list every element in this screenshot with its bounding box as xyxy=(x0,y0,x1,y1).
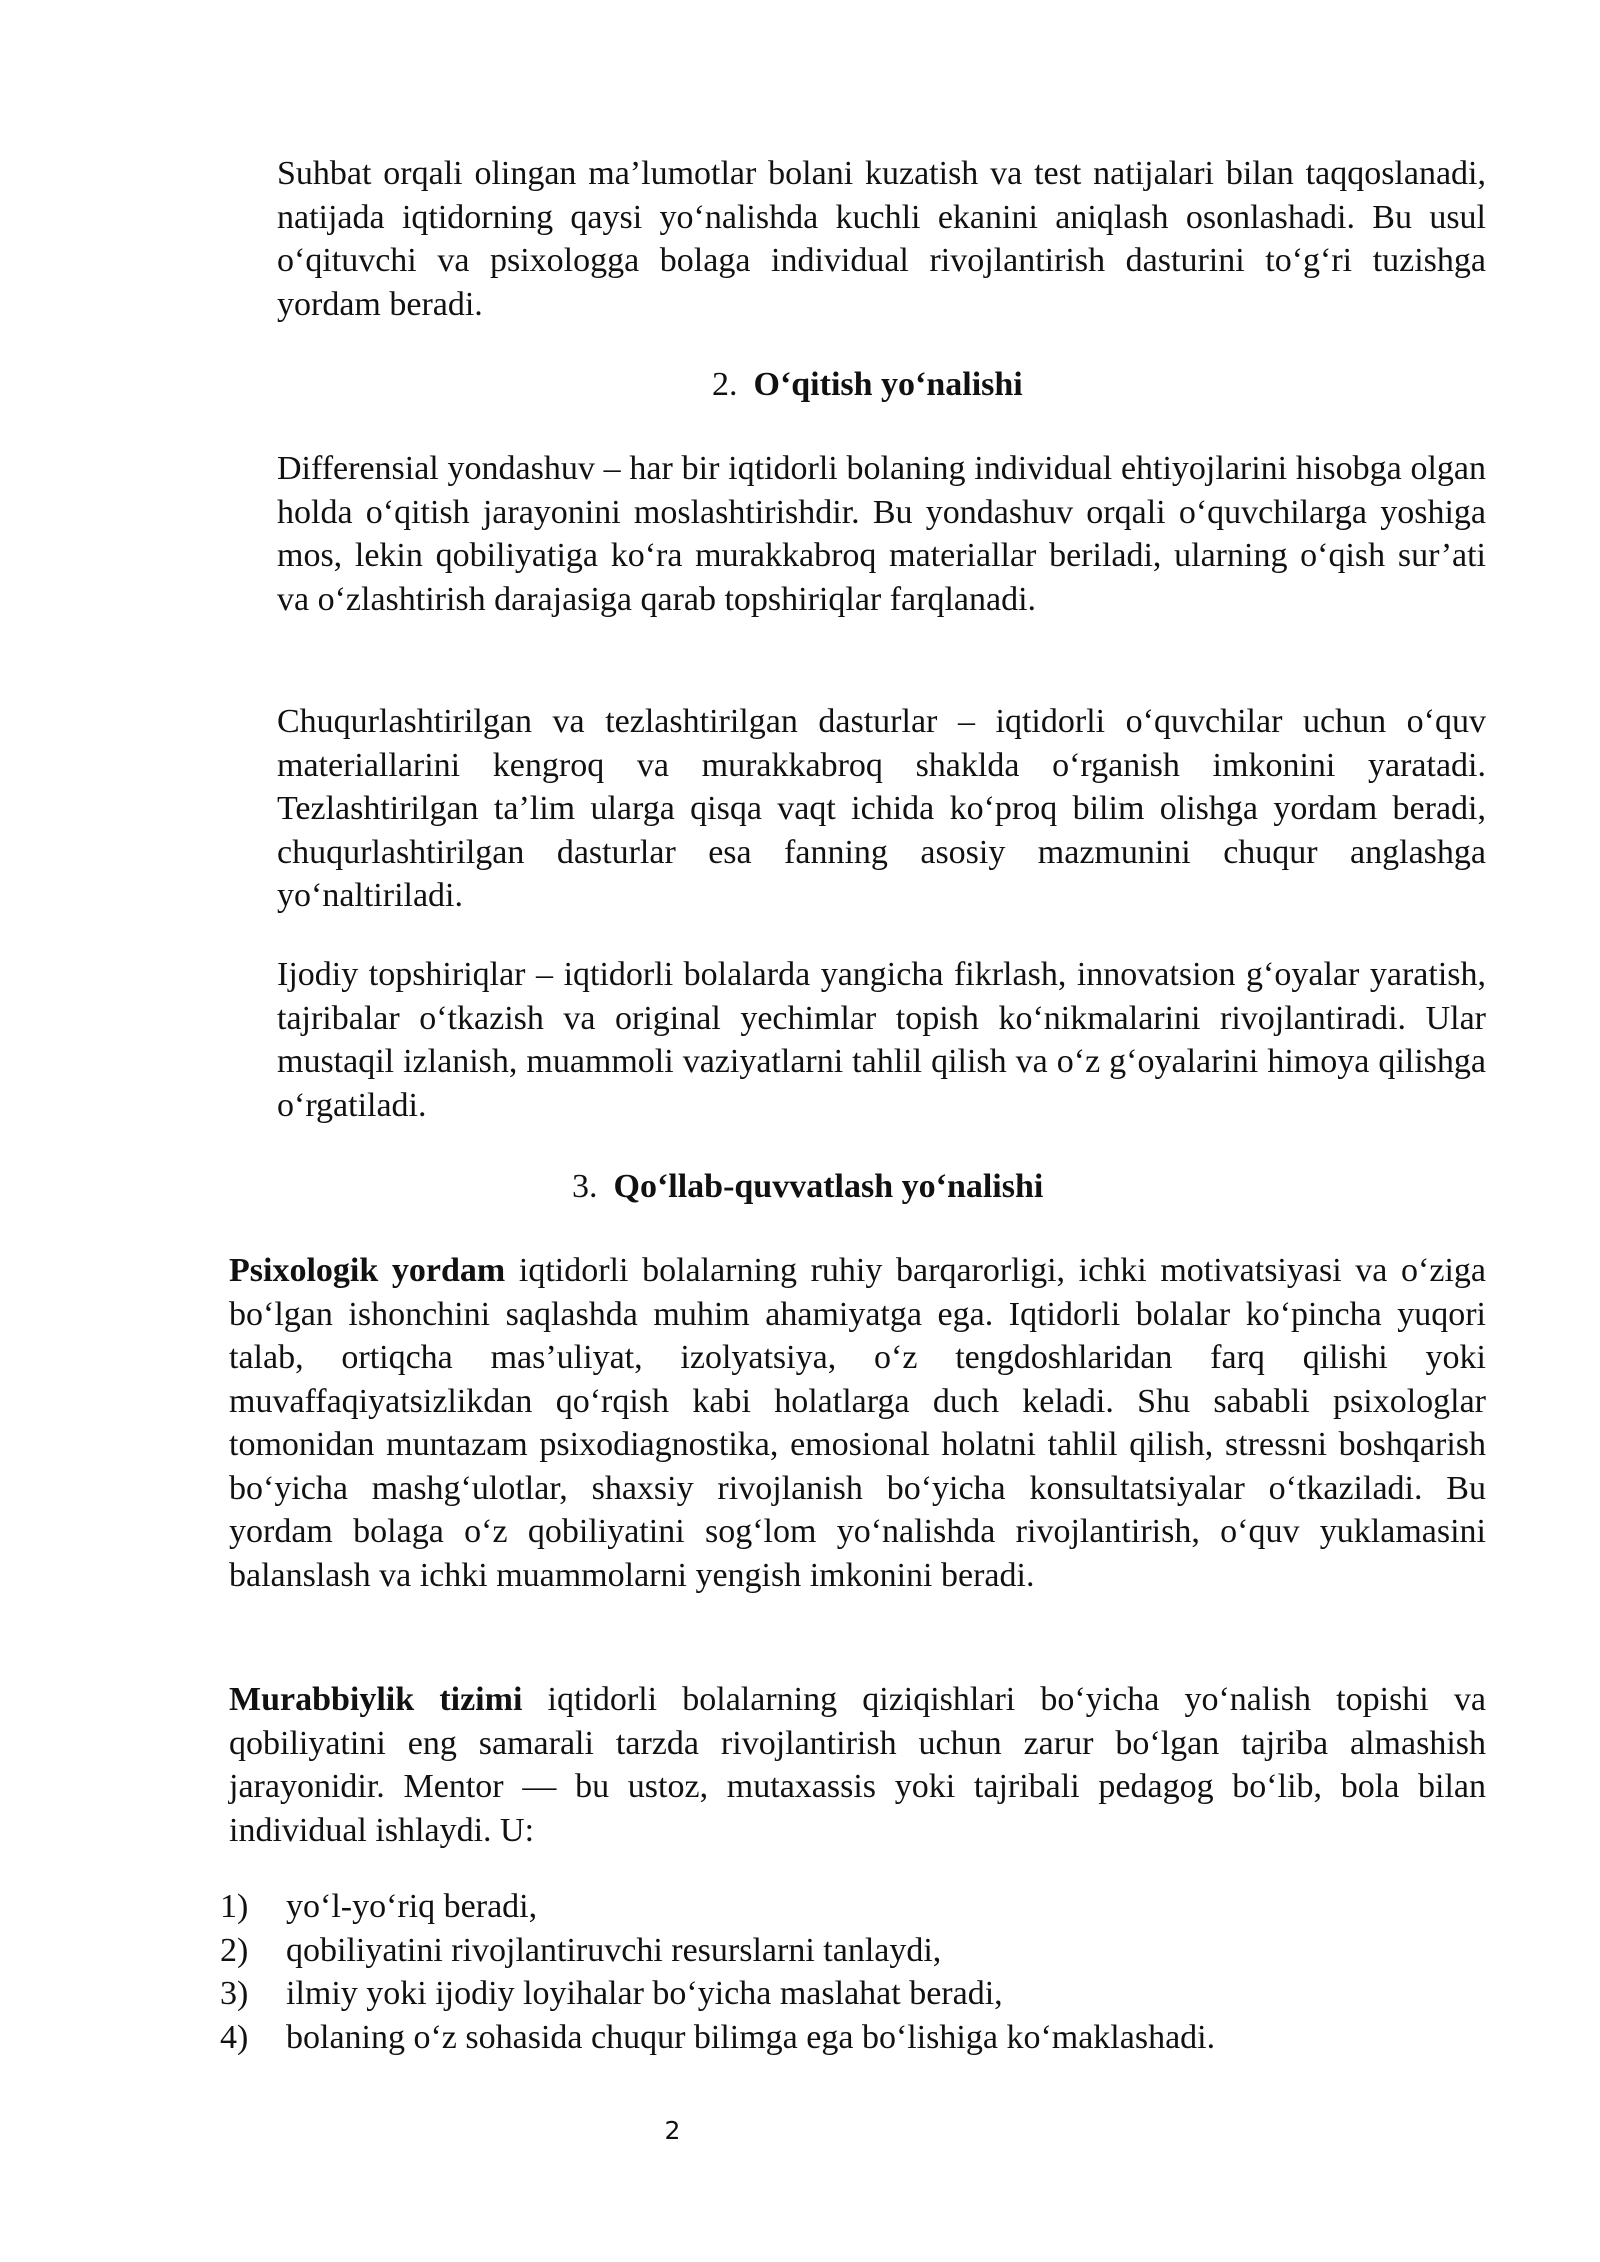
list-item xyxy=(220,1929,1486,1973)
paragraph-psychological-support xyxy=(229,1249,1486,1597)
paragraph-creative-tasks: Ijodiy topshiriqlar – iqtidorli bolalarda yangicha fikrlash, innovatsion g‘oyalar yaratish, tajribalar o‘tkazish va original yechimlar topish ko‘nikmalarini rivojlantiradi. Ular mustaqil izlanish, muammoli vaziyatlarni tahlil qilish va o‘z g‘oyalarini himoya qilishga o‘rgatiladi. xyxy=(277,956,1486,1124)
paragraph-body: iqtidorli bolalarning ruhiy barqarorligi, ichki motivatsiyasi va o‘ziga bo‘lgan ishonchini saqlashda muhim ahamiyatga ega. Iqtidorli bolalar ko‘pincha yuqori talab, ortiqcha mas’uliyat, izolyatsiya, o‘z tengdoshlaridan farq qilishi yoki muvaffaqiyatsizlikdan qo‘rqish kabi holatlarga duch keladi. Shu sababli psixologlar tomonidan muntazam psixodiagnostika, emosional holatni tahlil qilish, stressni boshqarish bo‘yicha mashg‘ulotlar, shaxsiy rivojlanish bo‘yicha konsultatsiyalar o‘tkaziladi. Bu yordam bolaga o‘z qobiliyatini sog‘lom yo‘nalishda rivojlantirish, o‘quv yuklamasini balanslash va ichki muammolarni yengish imkonini beradi. xyxy=(229,1252,1486,1594)
section-heading-teaching xyxy=(712,363,1023,407)
list-marker: 3) xyxy=(220,1975,249,2012)
heading-number: 2. xyxy=(712,366,738,403)
paragraph-body: iqtidorli bolalarning qiziqishlari bo‘yicha yo‘nalish topishi va qobiliyatini eng samarali tarzda rivojlantirish uchun zarur bo‘lgan tajriba almashish jarayonidir. Mentor — bu ustoz, mutaxassis yoki tajribali pedagog bo‘lib, bola bilan individual ishlaydi. U: xyxy=(229,1681,1486,1849)
paragraph-advanced-programs: Chuqurlashtirilgan va tezlashtirilgan dasturlar – iqtidorli o‘quvchilar uchun o‘quv materiallarini kengroq va murakkabroq shaklda o‘rganish imkonini yaratadi. Tezlashtirilgan ta’lim ularga qisqa vaqt ichida ko‘proq bilim olishga yordam beradi, chuqurlashtirilgan dasturlar esa fanning asosiy mazmunini chuqur anglashga yo‘naltiriladi. xyxy=(277,703,1486,914)
list-item-text: qobiliyatini rivojlantiruvchi resurslarni tanlaydi, xyxy=(286,1931,942,1969)
list-item xyxy=(220,2016,1486,2060)
term-psychological-support: Psixologik yordam xyxy=(229,1252,506,1289)
list-item xyxy=(220,1885,1486,1929)
paragraph-differential-approach: Differensial yondashuv – har bir iqtidorli bolaning individual ehtiyojlarini hisobga olgan holda o‘qitish jarayonini moslashtirishdir. Bu yondashuv orqali o‘quvchilarga yoshiga mos, lekin qobiliyatiga ko‘ra murakkabroq materiallar beriladi, ularning o‘qish sur’ati va o‘zlashtirish darajasiga qarab topshiriqlar farqlanadi. xyxy=(277,450,1486,618)
heading-text: Qo‘llab-quvvatlash yo‘nalishi xyxy=(613,1168,1044,1205)
heading-number: 3. xyxy=(572,1168,598,1205)
heading-text: O‘qitish yo‘nalishi xyxy=(753,366,1023,403)
page-number: 2 xyxy=(664,2116,681,2145)
term-mentoring-system: Murabbiylik tizimi xyxy=(229,1681,523,1718)
list-item-text: yo‘l-yo‘riq beradi, xyxy=(286,1888,538,1925)
list-marker: 1) xyxy=(220,1888,249,1925)
paragraph-interview-results: Suhbat orqali olingan ma’lumotlar bolani kuzatish va test natijalari bilan taqqoslanadi, natijada iqtidorning qaysi yo‘nalishda kuchli ekanini aniqlash osonlashadi. Bu usul o‘qituvchi va psixologga bolaga individual rivojlantirish dasturini to‘g‘ri tuzishga yordam beradi. xyxy=(277,155,1486,323)
list-item xyxy=(220,1972,1486,2016)
list-marker: 2) xyxy=(220,1931,249,1969)
list-marker: 4) xyxy=(220,2018,249,2056)
list-item-text: bolaning o‘z sohasida chuqur bilimga ega bo‘lishiga ko‘maklashadi. xyxy=(286,2018,1216,2056)
mentor-duties-list xyxy=(220,1885,1486,2059)
section-heading-support xyxy=(572,1165,1043,1209)
paragraph-mentoring-system xyxy=(229,1678,1486,1852)
list-item-text: ilmiy yoki ijodiy loyihalar bo‘yicha maslahat beradi, xyxy=(286,1975,1003,2012)
